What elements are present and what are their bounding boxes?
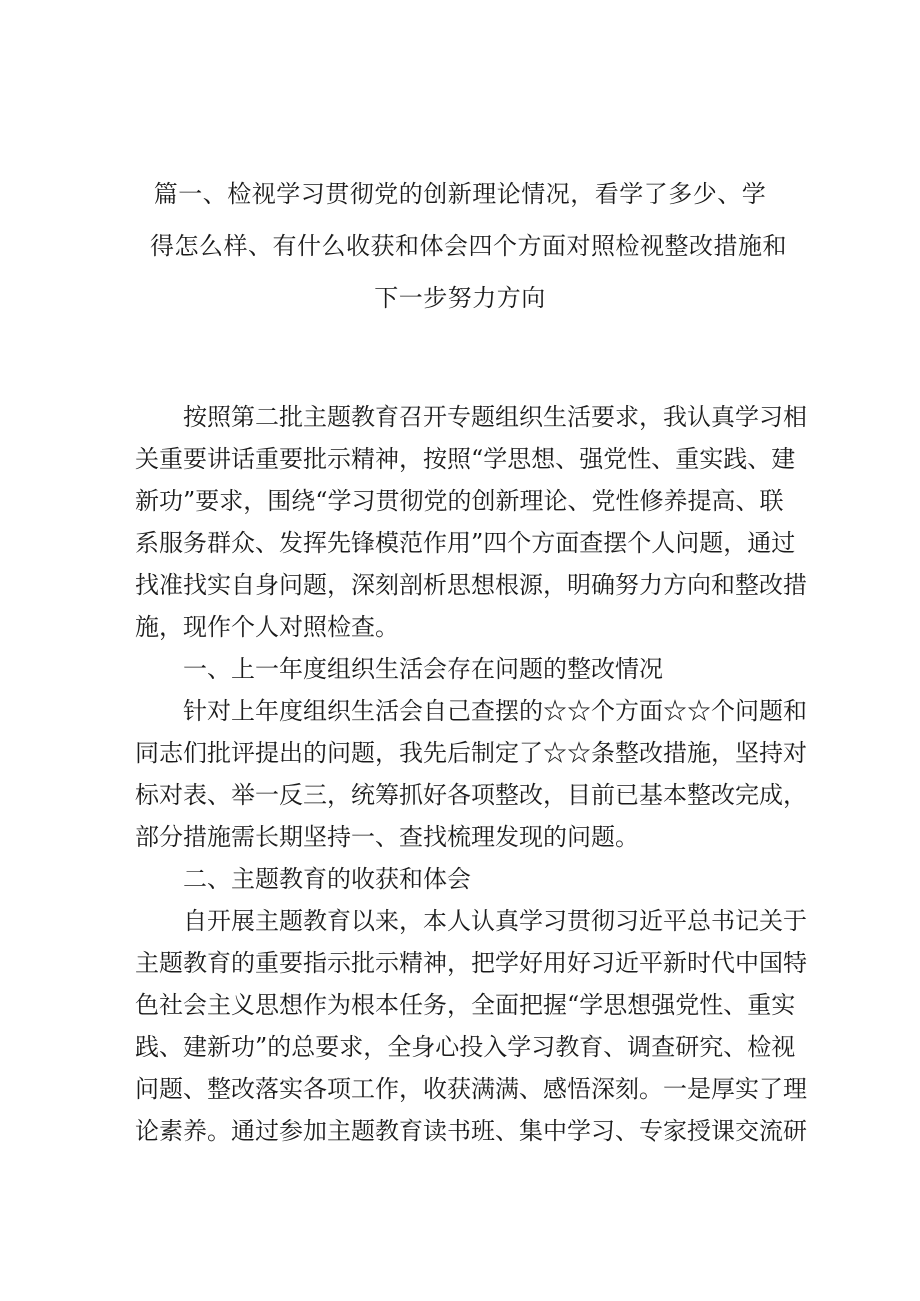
text-line: 新功”要求，围绕“学习贯彻党的创新理论、党性修养提高、联 (135, 487, 784, 515)
text-line: 关重要讲话重要批示精神，按照“学思想、强党性、重实践、建 (135, 445, 796, 473)
text-line: 标对表、举一反三，统筹抓好各项整改，目前已基本整改完成， (135, 781, 807, 809)
text-line: 针对上年度组织生活会自己查摆的☆☆个方面☆☆个问题和 (183, 697, 807, 725)
section-heading-2: 二、主题教育的收获和体会 (183, 865, 471, 893)
text-line: 施，现作个人对照检查。 (135, 613, 399, 641)
document-body (135, 396, 807, 1152)
text-line: 论素养。通过参加主题教育读书班、集中学习、专家授课交流研 (135, 1117, 807, 1145)
paragraph-gains (135, 900, 807, 1152)
text-line: 系服务群众、发挥先锋模范作用”四个方面查摆个人问题，通过 (135, 529, 796, 557)
text-line: 按照第二批主题教育召开专题组织生活要求，我认真学习相 (183, 403, 807, 431)
title-line: 得怎么样、有什么收获和体会四个方面对照检视整改措施和 (150, 232, 787, 260)
title-line: 下一步努力方向 (374, 284, 546, 312)
paragraph-rectification (135, 690, 807, 858)
title-line: 篇一、检视学习贯彻党的创新理论情况，看学了多少、学 (153, 180, 767, 208)
text-line: 同志们批评提出的问题，我先后制定了☆☆条整改措施，坚持对 (135, 739, 807, 767)
paragraph-intro (135, 396, 807, 648)
text-line: 部分措施需长期坚持一、查找梳理发现的问题。 (135, 823, 639, 851)
text-line: 找准找实自身问题，深刻剖析思想根源，明确努力方向和整改措 (135, 571, 807, 599)
text-line: 主题教育的重要指示批示精神，把学好用好习近平新时代中国特 (135, 949, 807, 977)
text-line: 色社会主义思想作为根本任务，全面把握“学思想强党性、重实 (135, 991, 796, 1019)
text-line: 问题、整改落实各项工作，收获满满、感悟深刻。一是厚实了理 (135, 1075, 807, 1103)
section-heading-1: 一、上一年度组织生活会存在问题的整改情况 (183, 655, 663, 683)
text-line: 践、建新功”的总要求，全身心投入学习教育、调查研究、检视 (135, 1033, 796, 1061)
text-line: 自开展主题教育以来，本人认真学习贯彻习近平总书记关于 (183, 907, 807, 935)
document-title (150, 168, 787, 324)
